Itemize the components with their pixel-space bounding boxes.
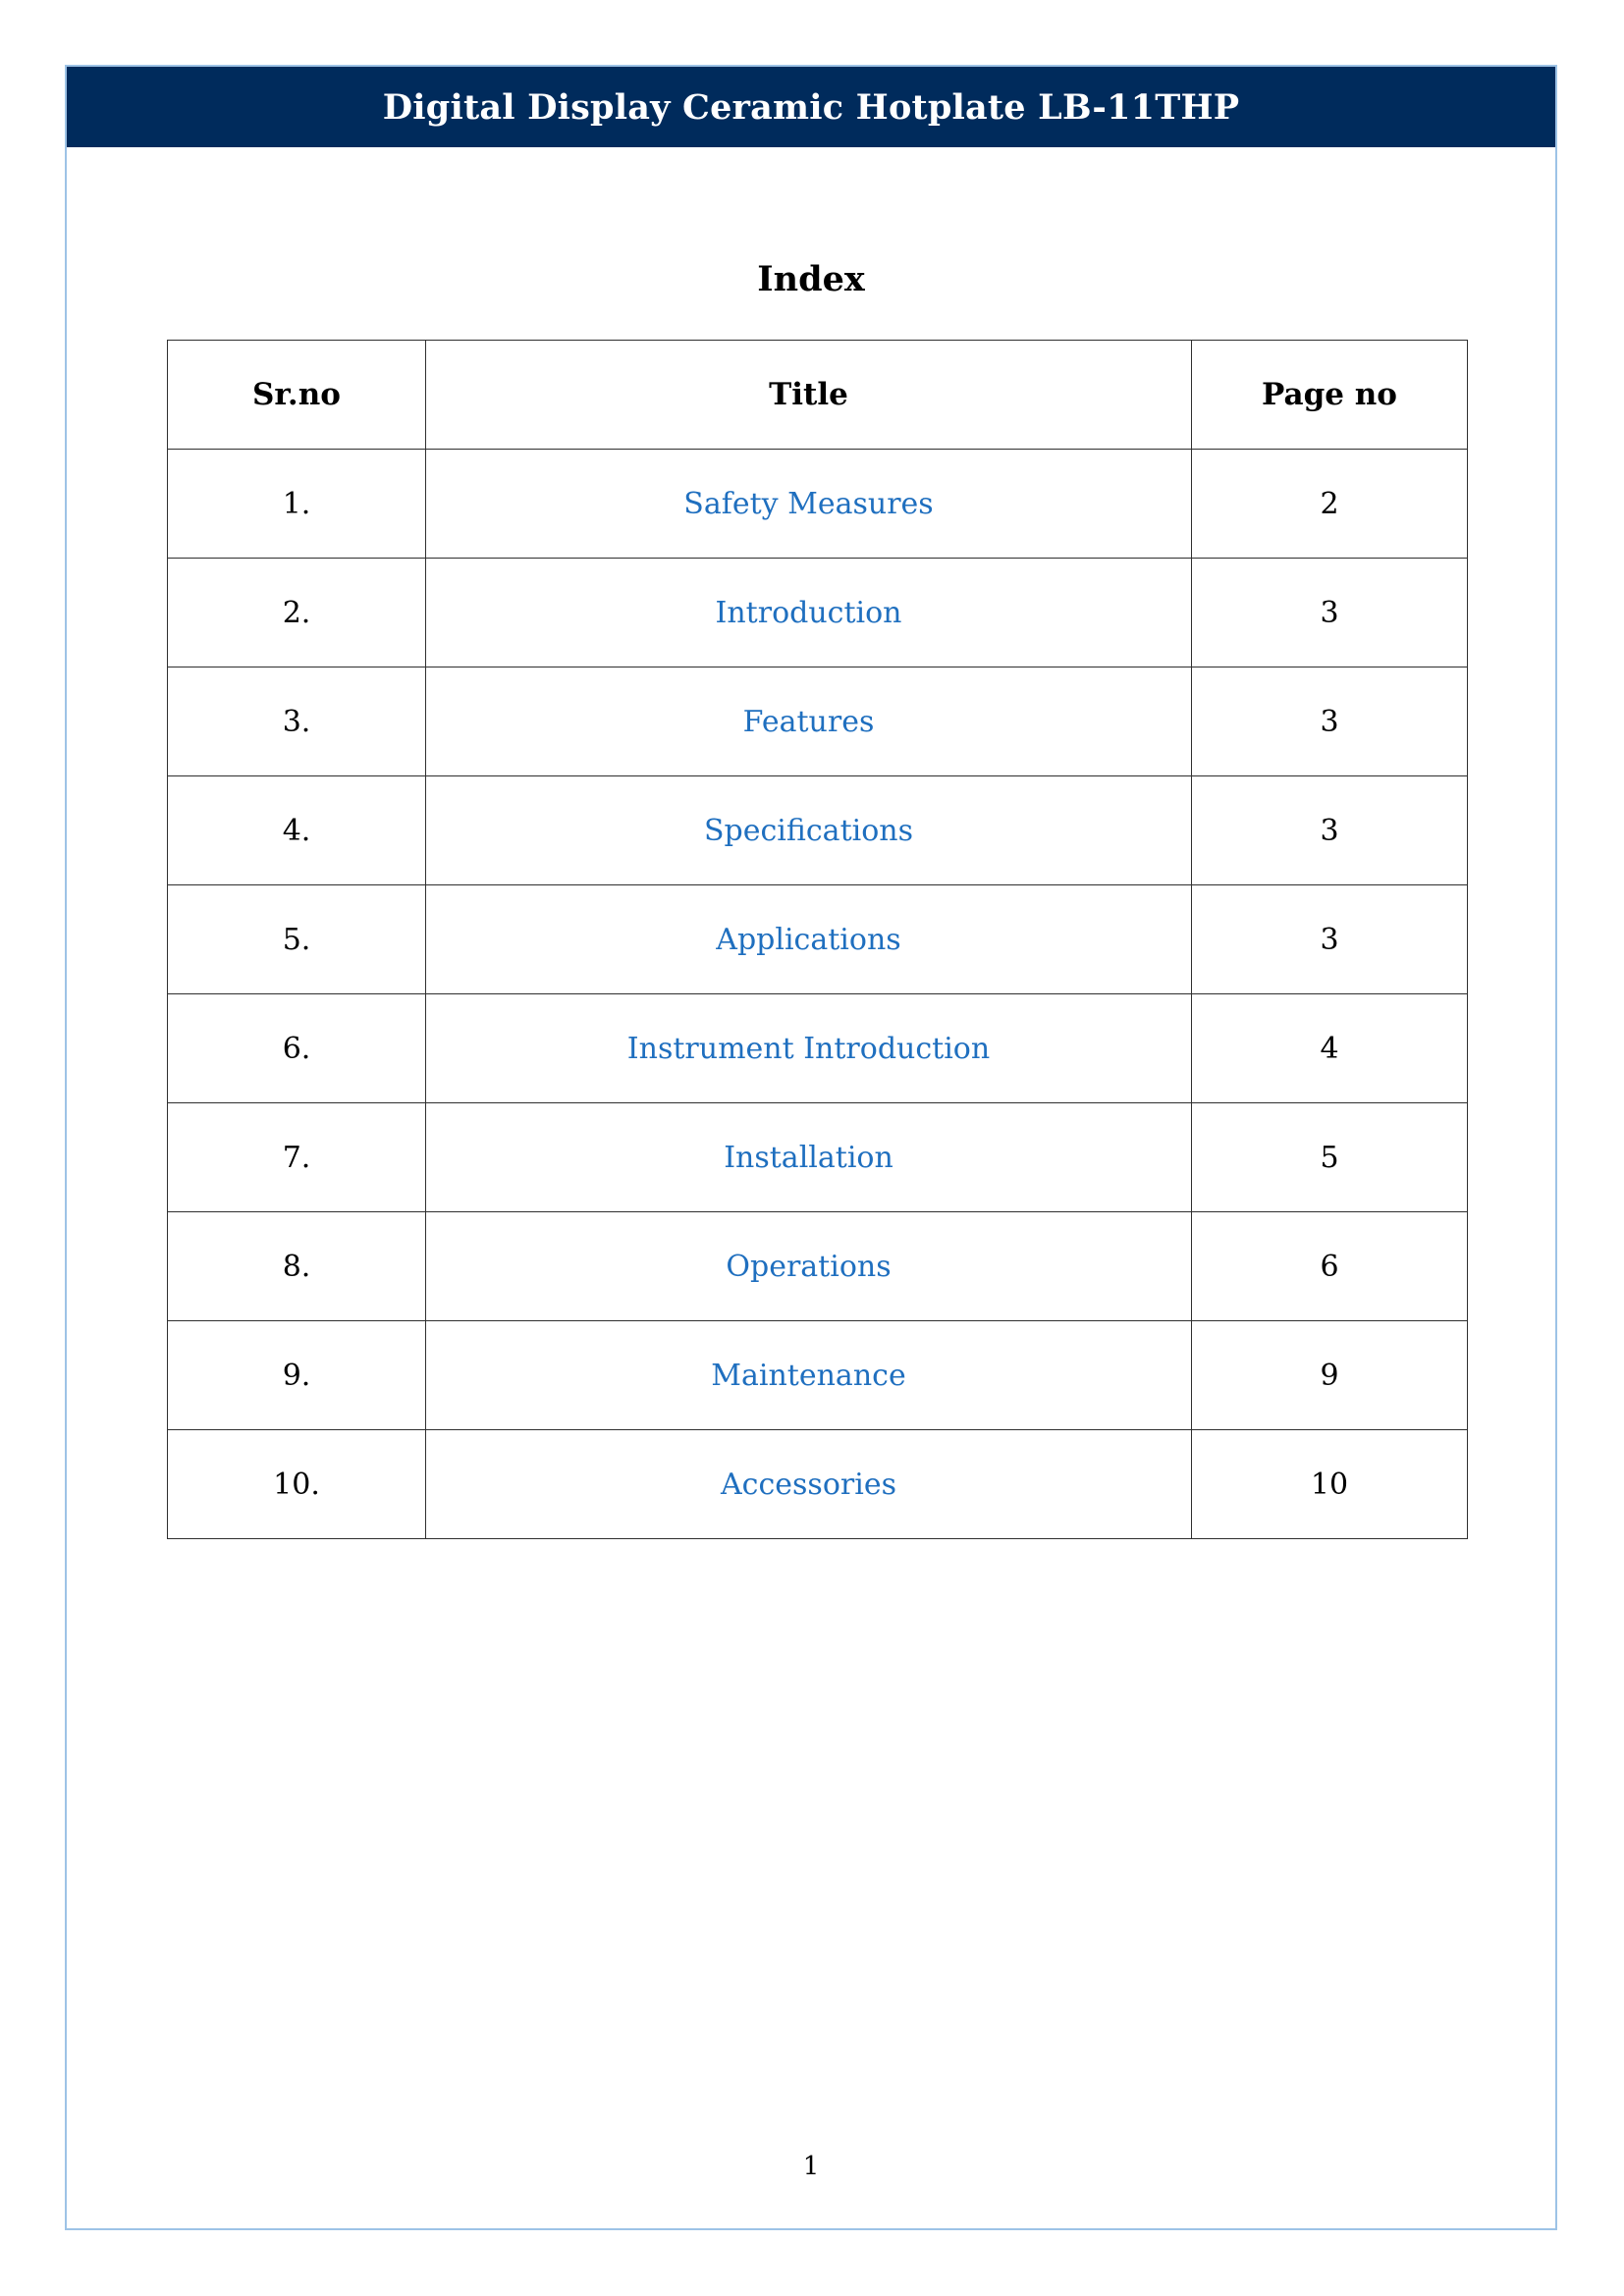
row-title-cell: [426, 1212, 1192, 1321]
toc-link-maintenance[interactable]: Maintenance: [711, 1358, 906, 1393]
row-srno: 7.: [168, 1103, 426, 1212]
table-row: [168, 667, 1468, 776]
toc-link-applications[interactable]: Applications: [716, 922, 901, 957]
row-page: 5: [1192, 1103, 1468, 1212]
table-row: [168, 559, 1468, 667]
toc-link-accessories[interactable]: Accessories: [721, 1467, 896, 1502]
toc-link-instrument-introduction[interactable]: Instrument Introduction: [626, 1031, 991, 1066]
row-page: 3: [1192, 559, 1468, 667]
row-srno: 4.: [168, 776, 426, 885]
row-title-cell: [426, 1430, 1192, 1539]
row-page: 6: [1192, 1212, 1468, 1321]
table-row: [168, 1321, 1468, 1430]
row-page: 4: [1192, 994, 1468, 1103]
page-frame: [65, 65, 1557, 2230]
toc-link-installation[interactable]: Installation: [724, 1140, 893, 1175]
row-page: 3: [1192, 667, 1468, 776]
page-number: 1: [802, 2152, 820, 2181]
row-page: 2: [1192, 450, 1468, 559]
table-header-row: [168, 341, 1468, 450]
table-row: [168, 776, 1468, 885]
row-srno: 8.: [168, 1212, 426, 1321]
row-page: 9: [1192, 1321, 1468, 1430]
table-row: [168, 994, 1468, 1103]
index-table: [167, 340, 1468, 1539]
row-title-cell: [426, 667, 1192, 776]
toc-link-specifications[interactable]: Specifications: [703, 813, 914, 848]
row-page: 10: [1192, 1430, 1468, 1539]
toc-link-features[interactable]: Features: [742, 704, 875, 739]
toc-link-introduction[interactable]: Introduction: [715, 595, 902, 630]
row-title-cell: [426, 1321, 1192, 1430]
table-row: [168, 450, 1468, 559]
row-srno: 1.: [168, 450, 426, 559]
row-title-cell: [426, 1103, 1192, 1212]
row-page: 3: [1192, 776, 1468, 885]
toc-link-operations[interactable]: Operations: [726, 1249, 892, 1284]
row-srno: 9.: [168, 1321, 426, 1430]
row-srno: 5.: [168, 885, 426, 994]
index-heading: Index: [757, 259, 865, 299]
column-header-page: Page no: [1192, 341, 1468, 450]
column-header-srno: Sr.no: [168, 341, 426, 450]
row-page: 3: [1192, 885, 1468, 994]
table-row: [168, 1212, 1468, 1321]
document-title: Digital Display Ceramic Hotplate LB-11THP: [382, 86, 1240, 128]
row-srno: 2.: [168, 559, 426, 667]
document-header: [67, 67, 1555, 147]
row-title-cell: [426, 885, 1192, 994]
row-title-cell: [426, 994, 1192, 1103]
column-header-title: Title: [426, 341, 1192, 450]
row-srno: 3.: [168, 667, 426, 776]
row-title-cell: [426, 559, 1192, 667]
table-row: [168, 1103, 1468, 1212]
row-srno: 10.: [168, 1430, 426, 1539]
row-title-cell: [426, 450, 1192, 559]
table-row: [168, 1430, 1468, 1539]
row-srno: 6.: [168, 994, 426, 1103]
row-title-cell: [426, 776, 1192, 885]
toc-link-safety-measures[interactable]: Safety Measures: [683, 486, 934, 521]
table-row: [168, 885, 1468, 994]
